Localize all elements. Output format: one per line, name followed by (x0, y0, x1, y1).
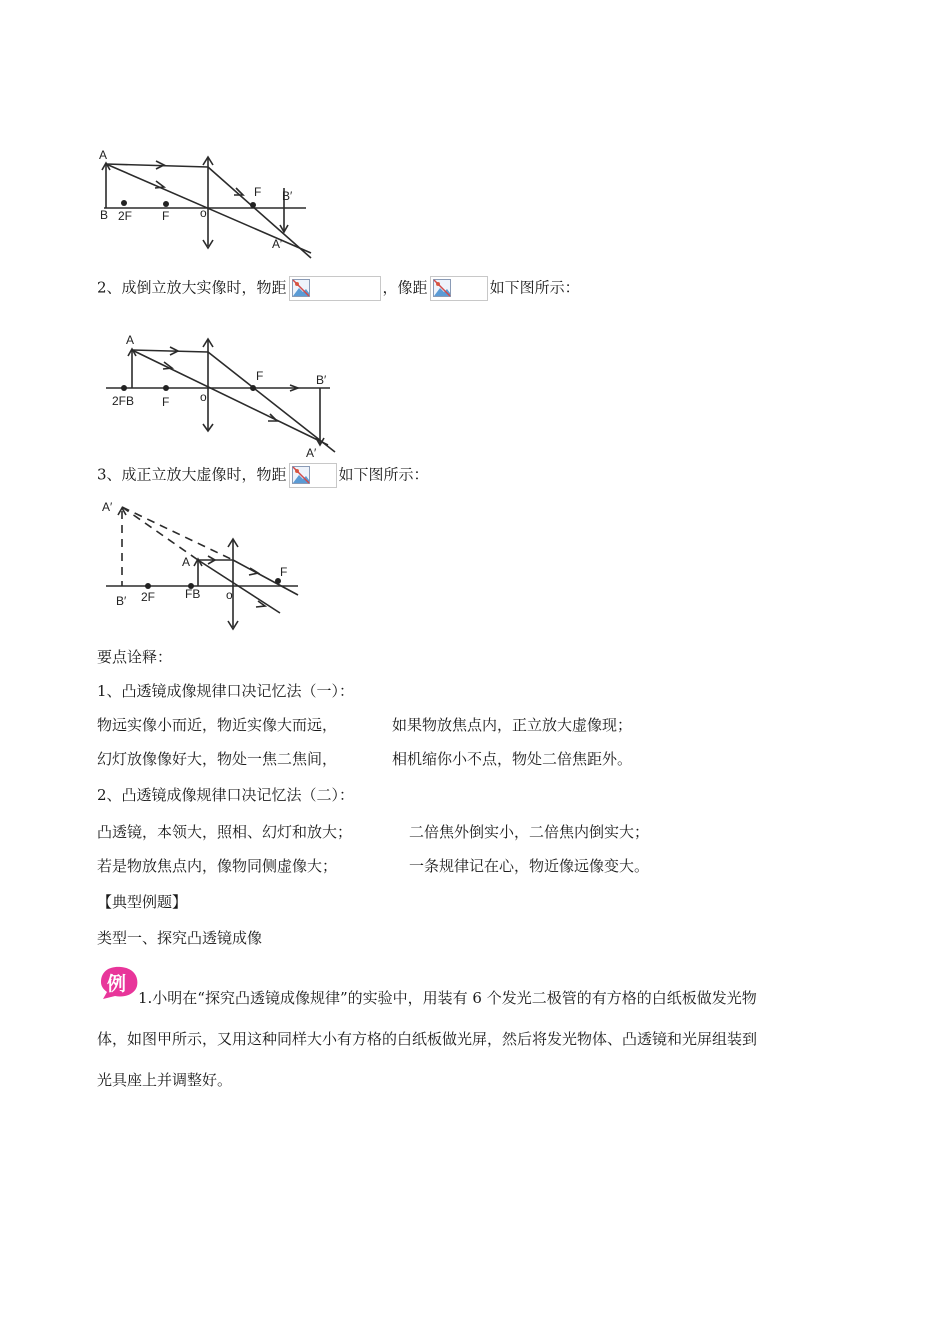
mnemonic-2-title: 2、凸透镜成像规律口决记忆法（二）： (97, 786, 355, 804)
mnemonic-2-line-1-right: 二倍焦外倒实小，二倍焦内倒实大； (409, 823, 650, 841)
label-A: A (99, 148, 108, 162)
line-2-prefix: 2、成倒立放大实像时，物距 (97, 278, 287, 297)
label-o: o (200, 206, 207, 220)
label-F-left: F (162, 209, 170, 223)
label-F-left: F (162, 395, 170, 409)
mnemonic-1-line-1-left: 物远实像小而近，物近实像大而远， (97, 716, 338, 734)
ray-diagram-reduced-real-image (96, 148, 336, 263)
line-2 (97, 276, 580, 301)
ray-diagram-enlarged-real-image (100, 330, 345, 460)
question-1-line-3: 光具座上并调整好。 (97, 1071, 233, 1089)
label-B-prime: B′ (316, 373, 327, 387)
mnemonic-1-line-2-right: 相机缩你小不点，物处二倍焦距外。 (392, 750, 633, 768)
label-F-right: F (254, 185, 262, 199)
line-2-middle: ，像距 (382, 278, 428, 297)
mnemonic-2-line-1-left: 凸透镜，本领大，照相、幻灯和放大； (97, 823, 353, 841)
line-3-suffix: 如下图所示： (338, 465, 429, 484)
mnemonic-1-line-2-left: 幻灯放像像好大，物处一焦二焦间， (97, 750, 338, 768)
question-1-line-2: 体，如图甲所示，又用这种同样大小有方格的白纸板做光屏，然后将发光物体、凸透镜和光屏组装到 (97, 1030, 758, 1048)
label-F: F (280, 565, 288, 579)
label-B: B (100, 208, 109, 222)
label-A-prime: A′ (102, 500, 113, 514)
label-A: A (126, 333, 135, 347)
mnemonic-1-line-1-right: 如果物放焦点内，正立放大虚像现； (392, 716, 633, 734)
type-1-heading: 类型一、探究凸透镜成像 (97, 929, 263, 947)
broken-image-placeholder (289, 463, 337, 488)
label-2F: 2F (118, 209, 133, 223)
label-o: o (200, 390, 207, 404)
label-B-prime: B′ (282, 189, 293, 203)
broken-image-icon (433, 279, 451, 297)
mnemonic-1-title: 1、凸透镜成像规律口决记忆法（一）： (97, 682, 355, 700)
label-B-prime: B′ (116, 594, 127, 608)
examples-heading: 【典型例题】 (97, 893, 188, 911)
question-1-line-1: 1.小明在“探究凸透镜成像规律”的实验中，用装有 6 个发光二极管的有方格的白纸板做发光物 (138, 989, 757, 1007)
line-2-suffix: 如下图所示： (489, 278, 580, 297)
label-o: o (226, 588, 233, 602)
ray-diagram-virtual-image (98, 495, 308, 635)
mnemonic-2-line-2-right: 一条规律记在心，物近像远像变大。 (409, 857, 650, 875)
example-badge-label: 例 (107, 973, 127, 995)
broken-image-placeholder (430, 276, 488, 301)
line-3 (97, 463, 429, 488)
broken-image-icon (292, 466, 310, 484)
mnemonic-2-line-2-left: 若是物放焦点内，像物同侧虚像大； (97, 857, 338, 875)
broken-image-icon (292, 279, 310, 297)
label-F-right: F (256, 369, 264, 383)
label-2FB: 2FB (112, 394, 135, 408)
line-3-prefix: 3、成正立放大虚像时，物距 (97, 465, 287, 484)
example-badge (97, 964, 141, 1000)
label-A-prime: A′ (306, 446, 317, 460)
label-FB: FB (185, 587, 201, 601)
broken-image-placeholder (289, 276, 381, 301)
label-A-prime: A′ (272, 237, 283, 251)
label-2F: 2F (141, 590, 156, 604)
label-A: A (182, 555, 191, 569)
notes-heading: 要点诠释： (97, 648, 173, 666)
